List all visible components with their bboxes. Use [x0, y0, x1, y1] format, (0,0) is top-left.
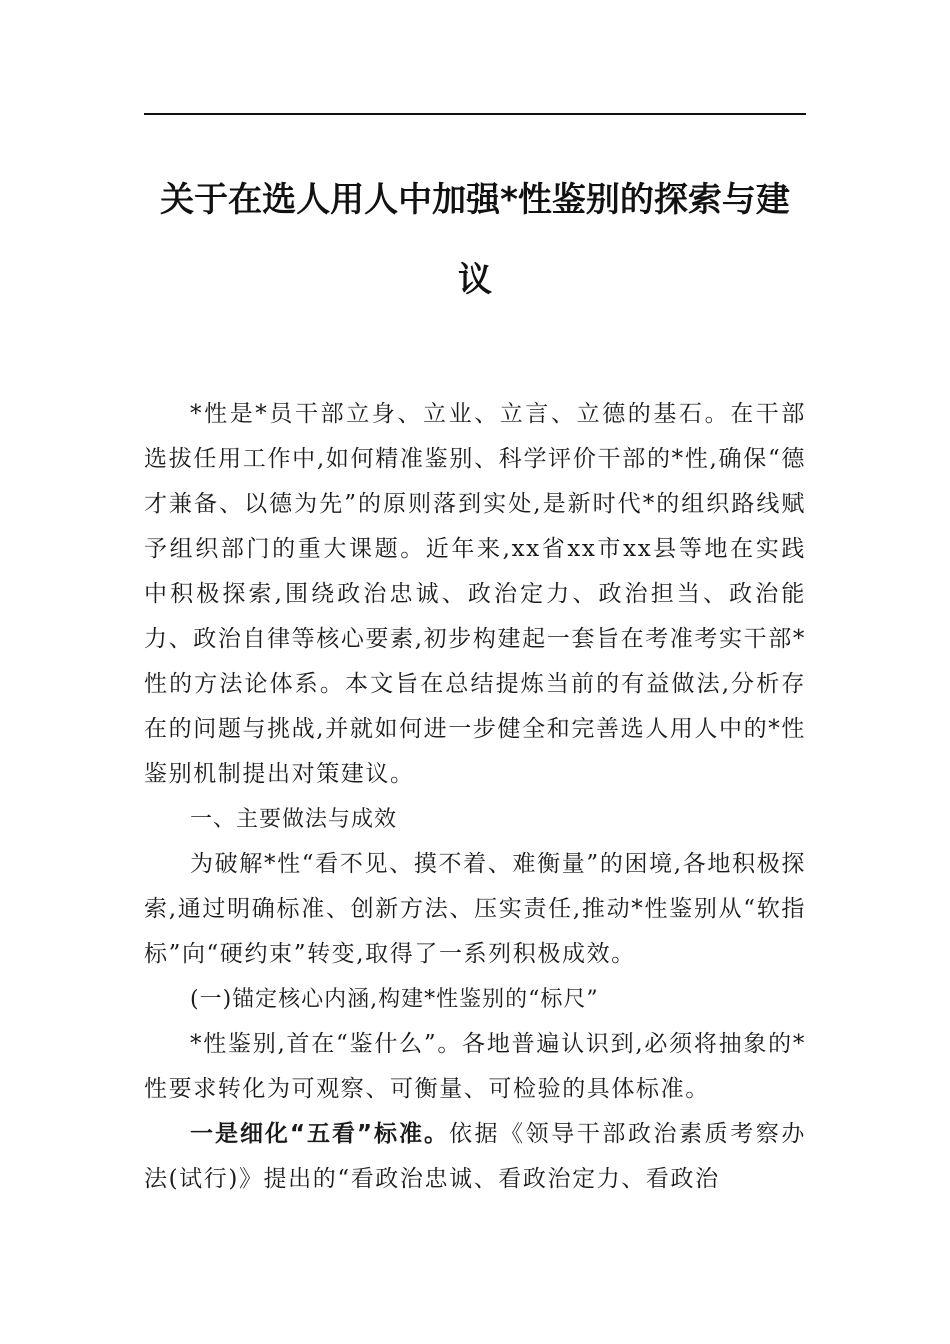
point-paragraph — [144, 1112, 806, 1202]
header-rule — [144, 113, 806, 115]
title-line-2: 议 — [458, 260, 492, 300]
subsection-paragraph: *性鉴别,首在“鉴什么”。各地普遍认识到,必须将抽象的*性要求转化为可观察、可衡量、可检验的具体标准。 — [144, 1031, 806, 1102]
intro-paragraph: *性是*员干部立身、立业、立言、立德的基石。在干部选拔任用工作中,如何精准鉴别、科学评价干部的*性,确保“德才兼备、以德为先”的原则落到实处,是新时代*的组织路线赋予组织部门的重大课题。近年来,xx省xx市xx县等地在实践中积极探索,围绕政治忠诚、政治定力、政治担当、政治能力、政治自律等核心要素,初步构建起一套旨在考准考实干部*性的方法论体系。本文旨在总结提炼当前的有益做法,分析存在的问题与挑战,并就如何进一步健全和完善选人用人中的*性鉴别机制提出对策建议。 — [144, 401, 806, 787]
document-title — [144, 160, 806, 320]
section-paragraph: 为破解*性“看不见、摸不着、难衡量”的困境,各地积极探索,通过明确标准、创新方法、压实责任,推动*性鉴别从“软指标”向“硬约束”转变,取得了一系列积极成效。 — [144, 851, 806, 967]
title-line-1: 关于在选人用人中加强*性鉴别的探索与建 — [160, 180, 790, 220]
subsection-heading: (一)锚定核心内涵,构建*性鉴别的“标尺” — [190, 987, 599, 1012]
section-heading: 一、主要做法与成效 — [190, 807, 398, 832]
document-body — [144, 392, 806, 1202]
point-lead: 一是细化“五看”标准。 — [190, 1121, 449, 1147]
point-text: 依据《领导干部政治素质考察办法(试行)》提出的“看政治忠诚、看政治定力、看政治 — [144, 1121, 807, 1192]
